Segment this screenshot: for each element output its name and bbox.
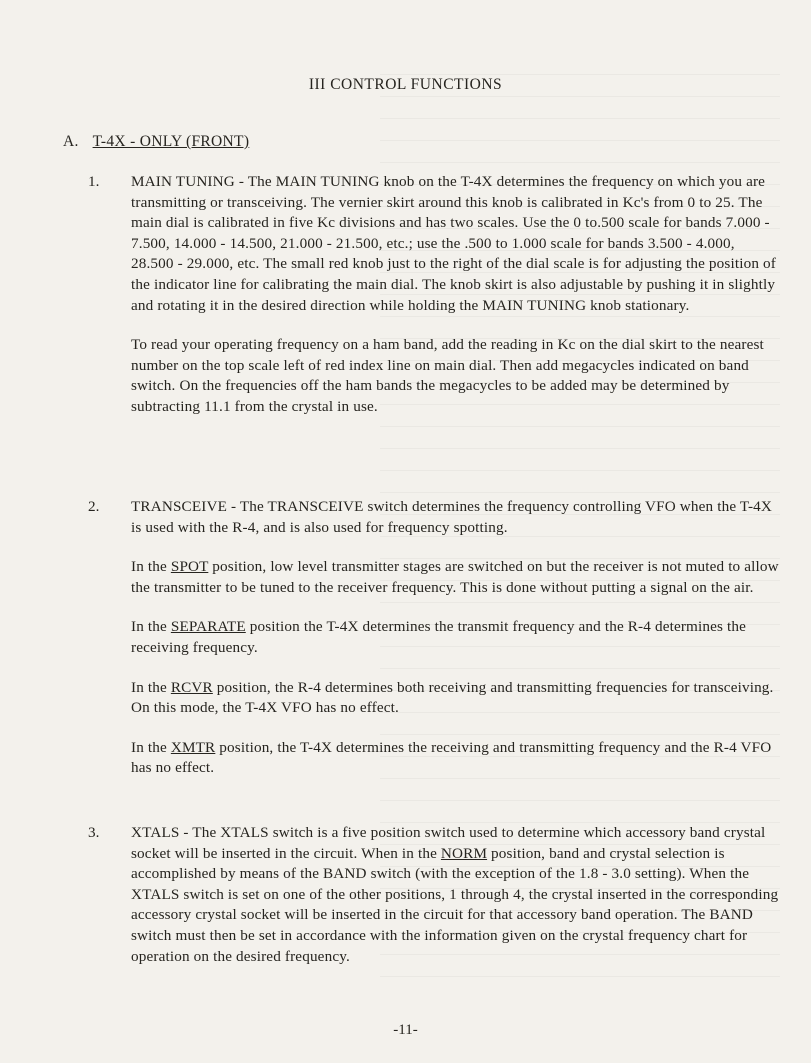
item-body xyxy=(131,823,779,967)
list-item-main-tuning xyxy=(88,172,788,418)
paragraph-spot xyxy=(131,557,779,598)
item-number: 2. xyxy=(88,498,100,515)
item-number: 1. xyxy=(88,173,100,190)
list-item-xtals xyxy=(88,823,788,967)
paragraph-rcvr xyxy=(131,678,779,719)
text: In the xyxy=(131,738,171,756)
position-name: XMTR xyxy=(170,738,216,756)
chapter-heading: III CONTROL FUNCTIONS xyxy=(308,76,503,93)
position-name: RCVR xyxy=(170,678,213,696)
paragraph: MAIN TUNING - The MAIN TUNING knob on the T-4X determines the frequency on which you are transmitting or transceiving. The vernier skirt around this knob is calibrated in Kc's from 0 to 25. The main dial is calibrated in five Kc divisions and has two scales. Use the 0 to.500 scale for bands 7.000 - 7.500, 14.000 - 14.500, 21.000 - 21.500, etc.; use the .500 to 1.000 scale for bands 3.500 - 4.000, 28.500 - 29.000, etc. The small red knob just to the right of the dial scale is for adjusting the position of the indicator line for calibrating the main dial. The knob skirt is also adjustable by pushing it in slightly and rotating it in the desired direction while holding the MAIN TUNING knob stationary. xyxy=(131,173,776,314)
paragraph-separate xyxy=(131,617,779,658)
section-title: T-4X - ONLY (FRONT) xyxy=(92,133,250,150)
section-letter: A. xyxy=(63,133,79,150)
text: XTALS - The XTALS switch is a five position switch used to determine which accessory band crystal socket will be inserted in the circuit. When in the xyxy=(131,824,766,862)
paragraph: To read your operating frequency on a ham band, add the reading in Kc on the dial skirt to the nearest number on the top scale left of red index line on main dial. Then add megacycles indicated on band switch. On the frequencies off the ham bands the megacycles to be added may be determined by subtracting 11.1 from the crystal in use. xyxy=(131,336,764,415)
text: In the xyxy=(131,618,171,636)
list-item-transceive xyxy=(88,497,788,779)
position-name: SEPARATE xyxy=(170,618,246,636)
text: position, the R-4 determines both receiving and transmitting frequencies for transceiving. On this mode, the T-4X VFO has no effect. xyxy=(131,678,774,717)
text: In the xyxy=(131,558,171,576)
paragraph xyxy=(131,823,779,967)
item-number: 3. xyxy=(88,824,100,841)
text: position, band and crystal selection is accomplished by means of the BAND switch (with the exception of the 1.8 - 3.0 setting). When the XTALS switch is set on one of the other positions, 1 through 4, the crystal inserted in the corresponding accessory crystal socket will be inserted in the circuit for that accessory band operation. The BAND switch must then be set in accordance with the information given on the crystal frequency chart for operation on the desired frequency. xyxy=(131,844,779,965)
section-heading xyxy=(63,133,249,151)
text: position, the T-4X determines the receiving and transmitting frequency and the R-4 VFO has no effect. xyxy=(131,738,772,777)
position-name: SPOT xyxy=(170,558,209,576)
text: In the xyxy=(131,678,171,696)
item-body xyxy=(131,497,779,779)
item-body xyxy=(131,172,779,418)
text: position the T-4X determines the transmit frequency and the R-4 determines the receiving frequency. xyxy=(131,618,747,656)
position-name: NORM xyxy=(440,844,488,862)
paragraph-xmtr xyxy=(131,738,779,779)
paragraph: TRANSCEIVE - The TRANSCEIVE switch determines the frequency controlling VFO when the T-4X is used with the R-4, and is also used for frequency spotting. xyxy=(131,498,773,536)
page-number: -11- xyxy=(393,1022,418,1038)
text: position, low level transmitter stages are switched on but the receiver is not muted to allow the transmitter to be tuned to the receiver frequency. This is done without putting a signal on the air. xyxy=(131,558,779,596)
